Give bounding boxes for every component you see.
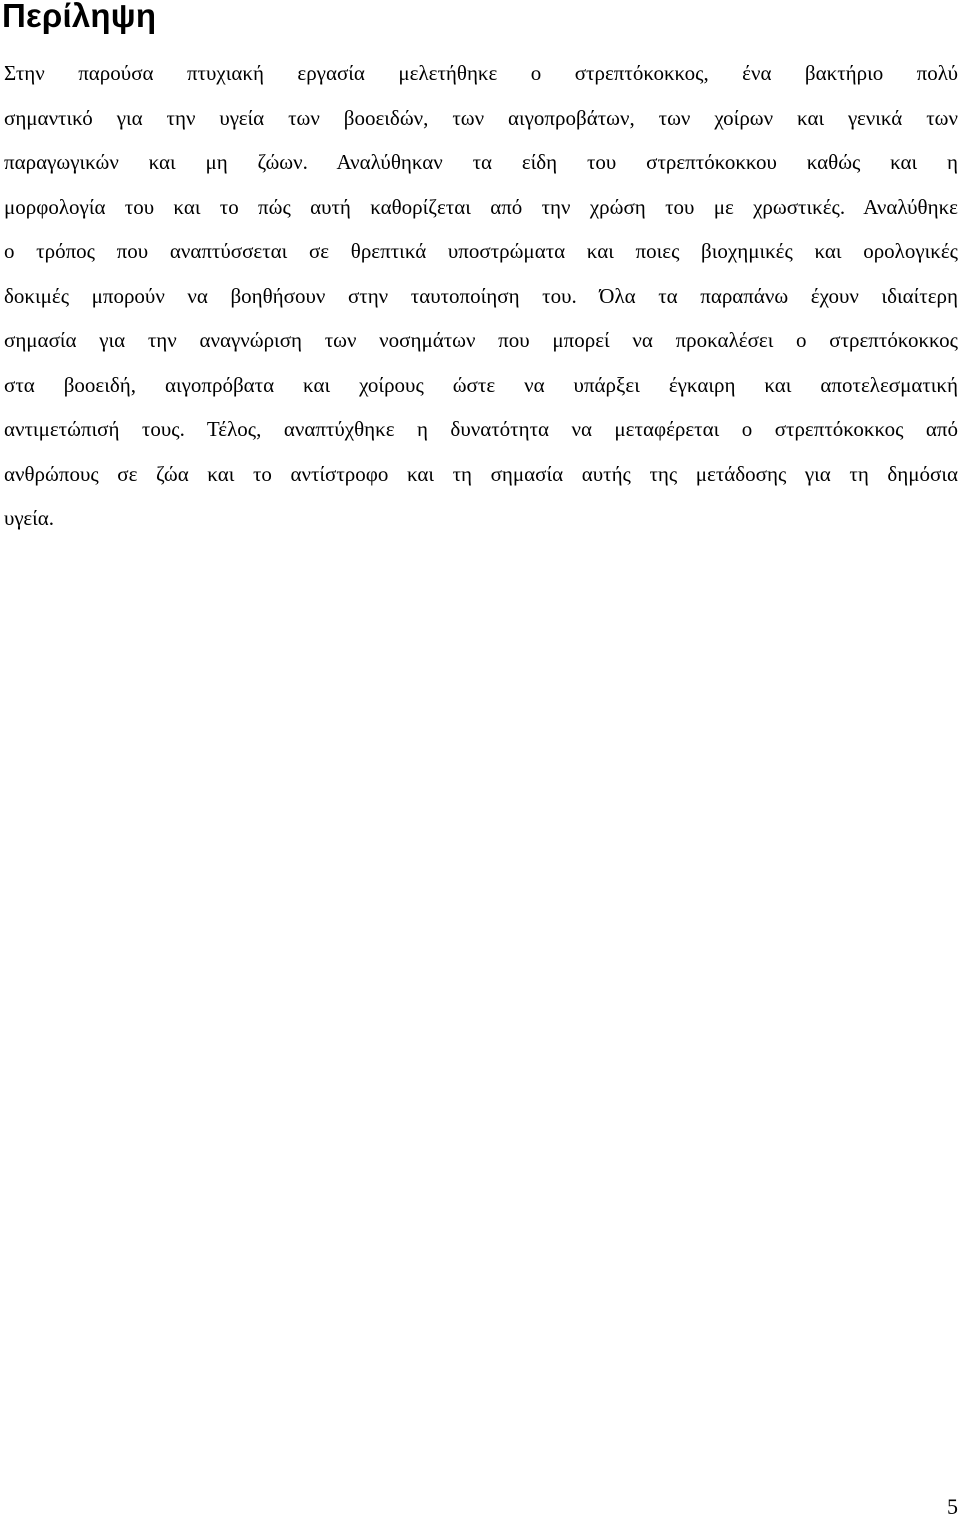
abstract-line: σημαντικό για την υγεία των βοοειδών, των αιγοπροβάτων, των χοίρων και γενικά των: [4, 106, 958, 130]
abstract-line: μορφολογία του και το πώς αυτή καθορίζεται από την χρώση του με χρωστικές. Αναλύθηκε: [4, 195, 958, 219]
abstract-line: στα βοοειδή, αιγοπρόβατα και χοίρους ώστε να υπάρξει έγκαιρη και αποτελεσματική: [4, 373, 958, 397]
abstract-line: δοκιμές μπορούν να βοηθήσουν στην ταυτοποίηση του. Όλα τα παραπάνω έχουν ιδιαίτερη: [4, 284, 958, 308]
abstract-line: αντιμετώπισή τους. Τέλος, αναπτύχθηκε η δυνατότητα να μεταφέρεται ο στρεπτόκοκκος από: [4, 417, 958, 441]
abstract-line: ανθρώπους σε ζώα και το αντίστροφο και τη σημασία αυτής της μετάδοσης για τη δημόσια: [4, 462, 958, 486]
abstract-line: υγεία.: [4, 506, 55, 530]
abstract-line: σημασία για την αναγνώριση των νοσημάτων που μπορεί να προκαλέσει ο στρεπτόκοκκος: [4, 328, 958, 352]
abstract-line: ο τρόπος που αναπτύσσεται σε θρεπτικά υποστρώματα και ποιες βιοχημικές και ορολογικές: [4, 239, 958, 263]
page-title: Περίληψη: [2, 0, 157, 34]
page-number: 5: [947, 1494, 958, 1519]
abstract-line: παραγωγικών και μη ζώων. Αναλύθηκαν τα είδη του στρεπτόκοκκου καθώς και η: [4, 150, 958, 174]
abstract-line: Στην παρούσα πτυχιακή εργασία μελετήθηκε ο στρεπτόκοκκος, ένα βακτήριο πολύ: [4, 61, 958, 85]
